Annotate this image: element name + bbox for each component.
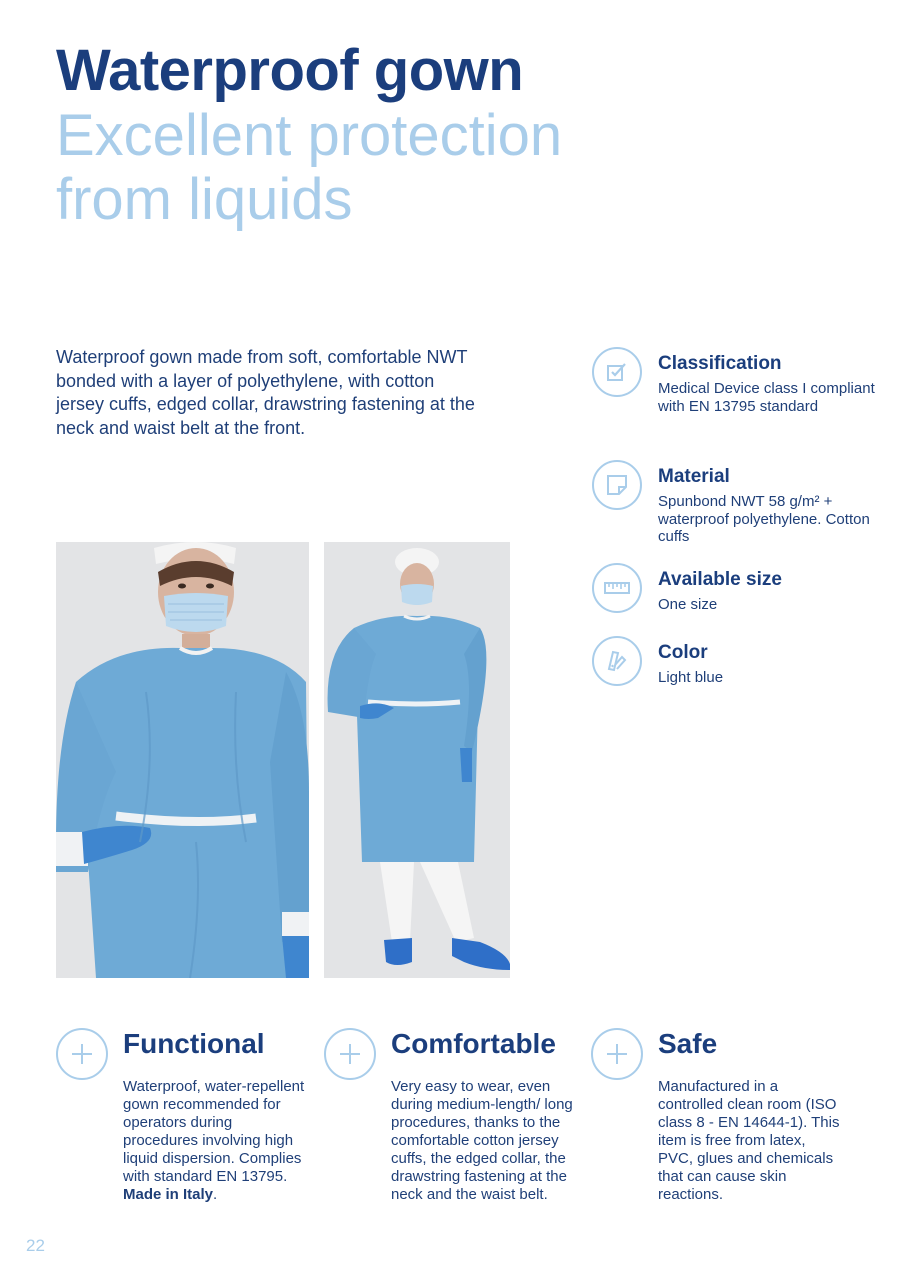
feature-text: [123, 1078, 309, 1204]
gown-fullbody-photo: [324, 542, 510, 978]
color-swatch-icon: [592, 636, 642, 686]
feature-title: Safe: [658, 1028, 718, 1059]
gown-closeup-photo: [56, 542, 309, 978]
spec-text: Spunbond NWT 58 g/m² + waterproof polyethylene. Cotton cuffs: [658, 493, 870, 545]
intro-paragraph: Waterproof gown made from soft, comfortable NWT bonded with a layer of polyethylene, with cotton jersey cuffs, edged collar, drawstring fastening at the neck and waist belt at the front.: [56, 347, 475, 438]
feature-title: Functional: [123, 1028, 265, 1059]
subtitle-line-2: from liquids: [56, 167, 353, 232]
spec-text: Light blue: [658, 669, 724, 686]
page-number: 22: [26, 1236, 45, 1255]
spec-text: One size: [658, 596, 718, 613]
feature-text: Very easy to wear, even during medium-length/ long procedures, thanks to the comfortable cotton jersey cuffs, the edged collar, the drawstring fastening at the neck and the waist belt.: [391, 1078, 573, 1203]
plus-icon: [591, 1028, 643, 1080]
spec-title: Color: [658, 642, 708, 663]
feature-text-suffix: .: [213, 1186, 218, 1203]
page-subtitle: [56, 104, 562, 232]
spec-title: Classification: [658, 353, 782, 374]
fabric-sheet-icon: [592, 460, 642, 510]
page-title: Waterproof gown: [56, 38, 524, 103]
made-in-italy-emphasis: Made in Italy: [123, 1186, 214, 1203]
spec-text: Medical Device class I compliant with EN 13795 standard: [658, 380, 875, 415]
plus-icon: [56, 1028, 108, 1080]
feature-text-body: Waterproof, water-repellent gown recommended for operators during procedures involving high liquid dispersion. Complies with standard EN 13795.: [123, 1078, 305, 1185]
feature-title: Comfortable: [391, 1028, 556, 1059]
spec-title: Available size: [658, 569, 782, 590]
subtitle-line-1: Excellent protection: [56, 103, 563, 168]
plus-icon: [324, 1028, 376, 1080]
feature-text: Manufactured in a controlled clean room (ISO class 8 - EN 14644-1). This item is free from latex, PVC, glues and chemicals that can cause skin reactions.: [658, 1078, 840, 1203]
checkbox-icon: [592, 347, 642, 397]
ruler-icon: [592, 563, 642, 613]
spec-title: Material: [658, 466, 730, 487]
